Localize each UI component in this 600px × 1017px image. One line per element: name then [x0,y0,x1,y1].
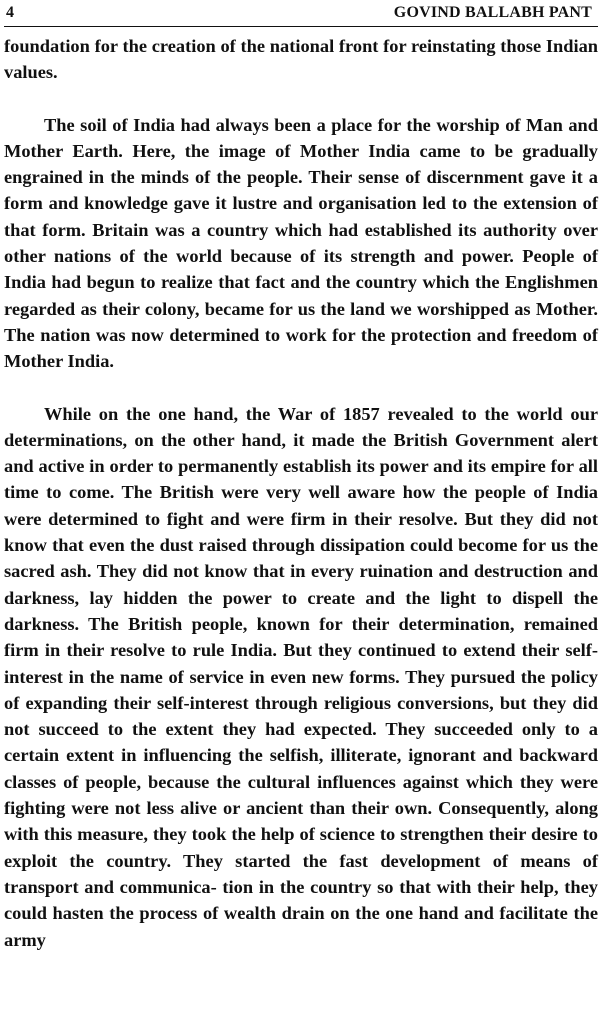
paragraph-war-of-1857: While on the one hand, the War of 1857 revealed to the world our determinations, on the other hand, it made the British Government alert and active in order to permanently establish its power and its empire for all time to come. The British were very well aware how the people of India were determined to fight and were firm in their resolve. But they did not know that even the dust raised through dissipation could become for us the sacred ash. They did not know that in every ruination and destruction and darkness, lay hidden the power to create and the light to dispell the darkness. The British people, known for their determination, remained firm in their resolve to rule India. But they continued to extend their self-interest in the name of service in even new forms. They pursued the policy of expanding their self-interest through religious conversions, but they did not succeed to the extent they had expected. They succeeded only to a certain extent in influencing the selfish, illiterate, ignorant and backward classes of people, because the cultural influences against which they were fighting were not less alive or ancient than their own. Consequently, along with this measure, they took the help of science to strengthen their desire to exploit the country. They started the fast development of means of transport and communica- tion in the country so that with their help, they could hasten the process of wealth drain on the one hand and facilitate the army [4,403,598,950]
page-number: 4 [6,4,14,21]
paragraph-continuation: foundation for the creation of the national front for reinstating those Indian values. [4,36,598,83]
running-head [4,0,598,26]
header-rule [4,26,598,27]
running-title: GOVIND BALLABH PANT [393,4,592,21]
body-text [4,33,598,953]
paragraph-mother-india: The soil of India had always been a place for the worship of Man and Mother Earth. Here, the image of Mother India came to be gradually engrained in the minds of the people. Their sense of discernment gave it a form and knowledge gave it lustre and organisation led to the extension of that form. Britain was a country which had established its authority over other nations of the world because of its strength and power. People of India had begun to realize that fact and the country which the Englishmen regarded as their colony, became for us the land we worshipped as Mother. The nation was now determined to work for the protection and freedom of Mother India. [4,114,598,372]
